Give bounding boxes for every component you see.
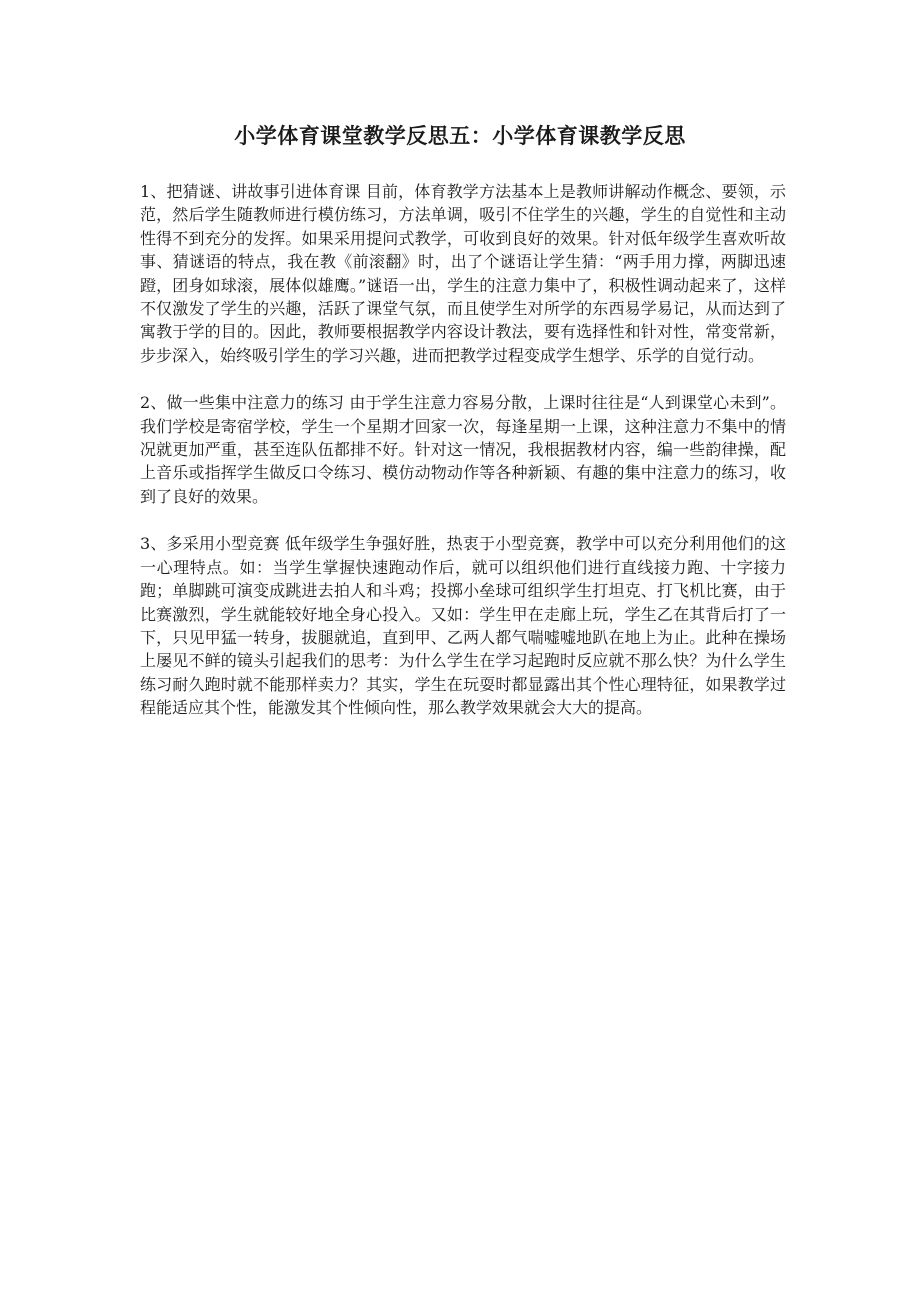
paragraph-1: 1、把猜谜、讲故事引进体育课 目前，体育教学方法基本上是教师讲解动作概念、要领，示范，然后学生随教师进行模仿练习，方法单调，吸引不住学生的兴趣，学生的自觉性和主动性得不到充分的发挥。如果采用提问式教学，可收到良好的效果。针对低年级学生喜欢听故事、猜谜语的特点，我在教《前滚翻》时，出了个谜语让学生猜：“两手用力撑，两脚迅速蹬，团身如球滚，展体似雄鹰。”谜语一出，学生的注意力集中了，积极性调动起来了，这样不仅激发了学生的兴趣，活跃了课堂气氛，而且使学生对所学的东西易学易记，从而达到了寓教于学的目的。因此，教师要根据教学内容设计教法，要有选择性和针对性，常变常新，步步深入，始终吸引学生的学习兴趣，进而把教学过程变成学生想学、乐学的自觉行动。 bbox=[140, 182, 786, 365]
paragraph-3: 3、多采用小型竞赛 低年级学生争强好胜，热衷于小型竞赛，教学中可以充分利用他们的这一心理特点。如：当学生掌握快速跑动作后，就可以组织他们进行直线接力跑、十字接力跑；单脚跳可演变成跳进去拍人和斗鸡；投掷小垒球可组织学生打坦克、打飞机比赛，由于比赛激烈，学生就能较好地全身心投入。又如：学生甲在走廊上玩，学生乙在其背后打了一下，只见甲猛一转身，拔腿就追，直到甲、乙两人都气喘嘘嘘地趴在地上为止。此种在操场上屡见不鲜的镜头引起我们的思考：为什么学生在学习起跑时反应就不那么快？为什么学生练习耐久跑时就不能那样卖力？其实，学生在玩耍时都显露出其个性心理特征，如果教学过程能适应其个性，能激发其个性倾向性，那么教学效果就会大大的提高。 bbox=[140, 534, 786, 718]
document-body bbox=[140, 180, 786, 744]
paragraph-2: 2、做一些集中注意力的练习 由于学生注意力容易分散，上课时往往是“人到课堂心未到”。我们学校是寄宿学校，学生一个星期才回家一次，每逢星期一上课，这种注意力不集中的情况就更加严重，甚至连队伍都排不好。针对这一情况，我根据教材内容，编一些韵律操，配上音乐或指挥学生做反口令练习、模仿动物动作等各种新颖、有趣的集中注意力的练习，收到了良好的效果。 bbox=[140, 393, 786, 506]
document-title: 小学体育课堂教学反思五：小学体育课教学反思 bbox=[234, 123, 686, 148]
